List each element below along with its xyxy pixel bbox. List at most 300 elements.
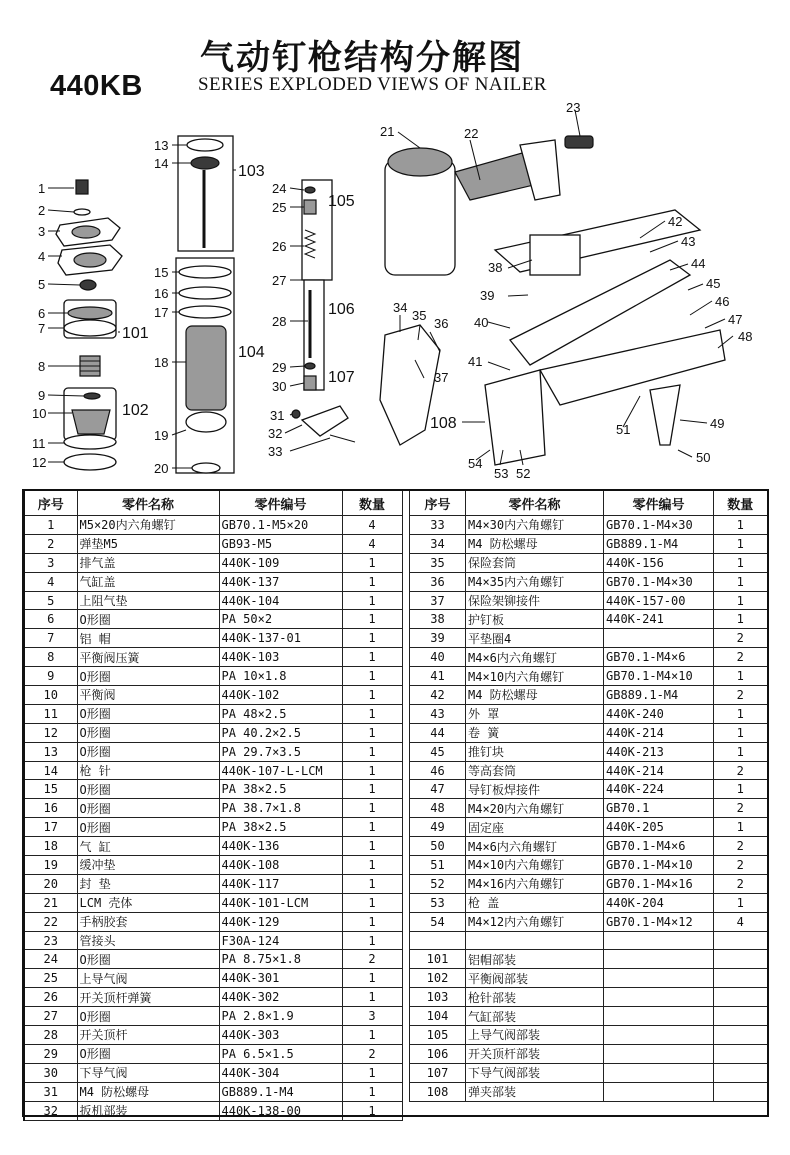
- table-row: [410, 591, 768, 610]
- quantity: 1: [714, 780, 768, 799]
- quantity: 2: [714, 686, 768, 705]
- part-code: PA 48×2.5: [219, 704, 342, 723]
- part-name: O形圈: [77, 799, 219, 818]
- part-name: 铝帽部装: [466, 950, 604, 969]
- table-row: [410, 761, 768, 780]
- row-number: 12: [24, 723, 77, 742]
- part-code: PA 38×2.5: [219, 780, 342, 799]
- quantity: [714, 1063, 768, 1082]
- row-number: 48: [410, 799, 466, 818]
- quantity: 1: [342, 931, 402, 950]
- part-code: 440K-224: [604, 780, 714, 799]
- part-code: GB70.1-M4×12: [604, 912, 714, 931]
- part-name: O形圈: [77, 667, 219, 686]
- quantity: 1: [714, 818, 768, 837]
- part-code: 440K-137-01: [219, 629, 342, 648]
- callout-2: 2: [38, 203, 46, 218]
- callout-4: 4: [38, 249, 46, 264]
- row-number: 39: [410, 629, 466, 648]
- part-code: GB70.1: [604, 799, 714, 818]
- model-number: 440KB: [50, 70, 143, 102]
- quantity: 1: [342, 893, 402, 912]
- callout-8: 8: [38, 359, 46, 374]
- column-header: 零件编号: [604, 491, 714, 516]
- callout-3: 3: [38, 224, 46, 239]
- part-name: 下导气阀部装: [466, 1063, 604, 1082]
- row-number: 22: [24, 912, 77, 931]
- callout-29: 29: [272, 360, 287, 375]
- callout-20: 20: [154, 461, 169, 476]
- part-name: O形圈: [77, 950, 219, 969]
- table-row: [24, 893, 402, 912]
- table-row: [410, 686, 768, 705]
- callout-42: 42: [668, 214, 683, 229]
- part-code: GB70.1-M4×30: [604, 516, 714, 535]
- table-row: [410, 534, 768, 553]
- table-row: [24, 950, 402, 969]
- table-row: [410, 648, 768, 667]
- part-code: GB889.1-M4: [604, 534, 714, 553]
- callout-38: 38: [488, 260, 503, 275]
- callout-39: 39: [480, 288, 495, 303]
- quantity: [714, 988, 768, 1007]
- table-row: [24, 969, 402, 988]
- table-row: [410, 931, 768, 950]
- callout-50: 50: [696, 450, 711, 465]
- quantity: 1: [342, 837, 402, 856]
- part-code: 440K-214: [604, 723, 714, 742]
- quantity: 1: [342, 723, 402, 742]
- row-number: 53: [410, 893, 466, 912]
- callout-40: 40: [474, 315, 489, 330]
- callout-46: 46: [715, 294, 730, 309]
- quantity: 1: [714, 572, 768, 591]
- quantity: 1: [714, 667, 768, 686]
- part-code: PA 6.5×1.5: [219, 1044, 342, 1063]
- column-header: 数量: [342, 491, 402, 516]
- callout-28: 28: [272, 314, 287, 329]
- part-code: [604, 969, 714, 988]
- quantity: 4: [714, 912, 768, 931]
- column-header: 零件名称: [77, 491, 219, 516]
- row-number: 28: [24, 1026, 77, 1045]
- callout-34: 34: [393, 300, 408, 315]
- callout-26: 26: [272, 239, 287, 254]
- part-name: M4 防松螺母: [466, 686, 604, 705]
- row-number: 40: [410, 648, 466, 667]
- quantity: 1: [714, 893, 768, 912]
- part-name: 枪针部装: [466, 988, 604, 1007]
- row-number: 13: [24, 742, 77, 761]
- row-number: 104: [410, 1007, 466, 1026]
- table-row: [24, 1082, 402, 1101]
- quantity: 1: [342, 969, 402, 988]
- part-name: 开关顶杆弹簧: [77, 988, 219, 1007]
- table-row: [410, 874, 768, 893]
- callout-24: 24: [272, 181, 287, 196]
- part-code: 440K-240: [604, 704, 714, 723]
- part-code: 440K-205: [604, 818, 714, 837]
- table-row: [410, 1007, 768, 1026]
- part-name: 枪 盖: [466, 893, 604, 912]
- part-name: O形圈: [77, 723, 219, 742]
- quantity: 1: [342, 1026, 402, 1045]
- table-row: [24, 742, 402, 761]
- part-code: F30A-124: [219, 931, 342, 950]
- table-row: [410, 893, 768, 912]
- part-name: O形圈: [77, 1044, 219, 1063]
- table-row: [410, 856, 768, 875]
- row-number: [410, 931, 466, 950]
- quantity: 1: [342, 667, 402, 686]
- part-code: 440K-303: [219, 1026, 342, 1045]
- part-name: M4 防松螺母: [77, 1082, 219, 1101]
- part-name: 护钉板: [466, 610, 604, 629]
- part-name: M4×30内六角螺钉: [466, 516, 604, 535]
- row-number: 8: [24, 648, 77, 667]
- callout-35: 35: [412, 308, 427, 323]
- table-row: [24, 931, 402, 950]
- part-name: 平衡阀: [77, 686, 219, 705]
- row-number: 101: [410, 950, 466, 969]
- part-code: 440K-117: [219, 874, 342, 893]
- quantity: 1: [342, 780, 402, 799]
- row-number: 33: [410, 516, 466, 535]
- part-name: 管接头: [77, 931, 219, 950]
- table-row: [24, 686, 402, 705]
- callout-52: 52: [516, 466, 531, 481]
- part-name: 封 垫: [77, 874, 219, 893]
- table-row: [410, 1082, 768, 1101]
- table-header-row: [24, 491, 402, 516]
- callout-30: 30: [272, 379, 287, 394]
- row-number: 17: [24, 818, 77, 837]
- callout-7: 7: [38, 321, 46, 336]
- quantity: 2: [342, 950, 402, 969]
- row-number: 54: [410, 912, 466, 931]
- quantity: 1: [342, 686, 402, 705]
- table-row: [410, 629, 768, 648]
- part-code: PA 50×2: [219, 610, 342, 629]
- table-row: [410, 553, 768, 572]
- part-code: PA 38×2.5: [219, 818, 342, 837]
- part-code: [604, 931, 714, 950]
- quantity: 1: [342, 742, 402, 761]
- part-code: PA 2.8×1.9: [219, 1007, 342, 1026]
- row-number: 52: [410, 874, 466, 893]
- table-row: [410, 837, 768, 856]
- part-name: O形圈: [77, 1007, 219, 1026]
- part-name: 等高套筒: [466, 761, 604, 780]
- table-row: [24, 1044, 402, 1063]
- row-number: 5: [24, 591, 77, 610]
- quantity: 1: [714, 742, 768, 761]
- part-code: GB70.1-M4×30: [604, 572, 714, 591]
- quantity: 1: [342, 704, 402, 723]
- row-number: 11: [24, 704, 77, 723]
- part-code: 440K-156: [604, 553, 714, 572]
- callout-25: 25: [272, 200, 287, 215]
- part-code: 440K-301: [219, 969, 342, 988]
- part-code: GB70.1-M4×16: [604, 874, 714, 893]
- table-row: [24, 761, 402, 780]
- row-number: 19: [24, 856, 77, 875]
- quantity: [714, 969, 768, 988]
- part-name: 开关顶杆部装: [466, 1044, 604, 1063]
- quantity: 1: [714, 723, 768, 742]
- quantity: 1: [714, 516, 768, 535]
- table-row: [24, 591, 402, 610]
- quantity: 1: [342, 856, 402, 875]
- quantity: 1: [714, 591, 768, 610]
- part-name: 保险套筒: [466, 553, 604, 572]
- row-number: 44: [410, 723, 466, 742]
- row-number: 30: [24, 1063, 77, 1082]
- quantity: [714, 950, 768, 969]
- part-code: [604, 950, 714, 969]
- part-name: 铝 帽: [77, 629, 219, 648]
- quantity: 1: [342, 1063, 402, 1082]
- table-row: [24, 912, 402, 931]
- quantity: 4: [342, 516, 402, 535]
- parts-table-right: [409, 490, 769, 1102]
- part-name: 气缸盖: [77, 572, 219, 591]
- column-header: 数量: [714, 491, 768, 516]
- row-number: 108: [410, 1082, 466, 1101]
- table-row: [24, 534, 402, 553]
- part-code: PA 40.2×2.5: [219, 723, 342, 742]
- quantity: 1: [342, 988, 402, 1007]
- quantity: 1: [714, 553, 768, 572]
- quantity: 1: [714, 610, 768, 629]
- quantity: [714, 1044, 768, 1063]
- table-row: [24, 667, 402, 686]
- part-name: 上导气阀: [77, 969, 219, 988]
- part-code: [604, 629, 714, 648]
- callout-16: 16: [154, 286, 169, 301]
- part-code: 440K-136: [219, 837, 342, 856]
- quantity: 2: [714, 761, 768, 780]
- part-code: 440K-204: [604, 893, 714, 912]
- part-name: M4×20内六角螺钉: [466, 799, 604, 818]
- part-name: M4×35内六角螺钉: [466, 572, 604, 591]
- table-row: [24, 516, 402, 535]
- group-106: 106: [328, 301, 355, 318]
- quantity: [714, 1026, 768, 1045]
- table-row: [410, 818, 768, 837]
- callout-21: 21: [380, 124, 395, 139]
- row-number: 15: [24, 780, 77, 799]
- callout-11: 11: [32, 436, 46, 451]
- part-name: 导钉板焊接件: [466, 780, 604, 799]
- row-number: 107: [410, 1063, 466, 1082]
- part-name: O形圈: [77, 704, 219, 723]
- part-code: 440K-102: [219, 686, 342, 705]
- part-name: 外 罩: [466, 704, 604, 723]
- part-name: 上导气阀部装: [466, 1026, 604, 1045]
- callout-12: 12: [32, 455, 47, 470]
- part-code: 440K-241: [604, 610, 714, 629]
- table-row: [24, 856, 402, 875]
- quantity: 1: [342, 572, 402, 591]
- part-code: 440K-304: [219, 1063, 342, 1082]
- callout-36: 36: [434, 316, 449, 331]
- row-number: 106: [410, 1044, 466, 1063]
- group-103: 103: [238, 163, 265, 180]
- table-row: [24, 723, 402, 742]
- quantity: 2: [714, 799, 768, 818]
- group-105: 105: [328, 193, 355, 210]
- part-name: 气 缸: [77, 837, 219, 856]
- quantity: 1: [342, 874, 402, 893]
- callout-44: 44: [691, 256, 706, 271]
- row-number: 25: [24, 969, 77, 988]
- part-code: GB70.1-M4×6: [604, 648, 714, 667]
- quantity: 1: [342, 761, 402, 780]
- quantity: 2: [714, 629, 768, 648]
- callout-51: 51: [616, 422, 631, 437]
- cylinder-stack-drawing: [176, 136, 234, 473]
- table-header-row: [410, 491, 768, 516]
- callout-6: 6: [38, 306, 46, 321]
- part-name: 扳机部装: [77, 1101, 219, 1120]
- table-row: [410, 704, 768, 723]
- part-code: [604, 1007, 714, 1026]
- quantity: 4: [342, 534, 402, 553]
- quantity: 1: [342, 1082, 402, 1101]
- table-row: [410, 572, 768, 591]
- row-number: 35: [410, 553, 466, 572]
- callout-48: 48: [738, 329, 753, 344]
- callout-14: 14: [154, 156, 169, 171]
- row-number: 20: [24, 874, 77, 893]
- quantity: 1: [714, 704, 768, 723]
- row-number: 14: [24, 761, 77, 780]
- quantity: [714, 931, 768, 950]
- part-code: [604, 1044, 714, 1063]
- part-name: 平垫圈4: [466, 629, 604, 648]
- callout-1: 1: [38, 181, 46, 196]
- row-number: 38: [410, 610, 466, 629]
- table-row: [410, 950, 768, 969]
- callout-19: 19: [154, 428, 169, 443]
- group-108: 108: [430, 415, 457, 432]
- table-row: [24, 648, 402, 667]
- row-number: 31: [24, 1082, 77, 1101]
- part-name: 弹夹部装: [466, 1082, 604, 1101]
- part-name: M4×12内六角螺钉: [466, 912, 604, 931]
- page-title: 气动钉枪结构分解图: [200, 38, 524, 78]
- part-code: GB70.1-M5×20: [219, 516, 342, 535]
- row-number: 7: [24, 629, 77, 648]
- table-row: [24, 837, 402, 856]
- callout-5: 5: [38, 277, 46, 292]
- part-code: PA 29.7×3.5: [219, 742, 342, 761]
- row-number: 21: [24, 893, 77, 912]
- table-row: [410, 799, 768, 818]
- row-number: 50: [410, 837, 466, 856]
- table-row: [410, 742, 768, 761]
- table-row: [24, 874, 402, 893]
- table-row: [410, 1063, 768, 1082]
- parts-table-left: [23, 490, 403, 1121]
- quantity: 1: [342, 799, 402, 818]
- part-code: 440K-137: [219, 572, 342, 591]
- table-row: [410, 1044, 768, 1063]
- callout-32: 32: [268, 426, 283, 441]
- callout-37: 37: [434, 370, 449, 385]
- row-number: 1: [24, 516, 77, 535]
- table-row: [410, 912, 768, 931]
- part-name: LCM 壳体: [77, 893, 219, 912]
- part-code: 440K-103: [219, 648, 342, 667]
- part-name: M4×6内六角螺钉: [466, 837, 604, 856]
- part-name: M4×16内六角螺钉: [466, 874, 604, 893]
- row-number: 2: [24, 534, 77, 553]
- part-name: O形圈: [77, 742, 219, 761]
- table-row: [24, 704, 402, 723]
- table-row: [410, 723, 768, 742]
- part-code: 440K-213: [604, 742, 714, 761]
- table-row: [24, 780, 402, 799]
- part-name: M4×6内六角螺钉: [466, 648, 604, 667]
- table-row: [24, 572, 402, 591]
- table-row: [410, 610, 768, 629]
- table-row: [410, 1026, 768, 1045]
- part-code: 440K-104: [219, 591, 342, 610]
- callout-17: 17: [154, 305, 169, 320]
- part-code: 440K-109: [219, 553, 342, 572]
- part-code: GB889.1-M4: [604, 686, 714, 705]
- callout-31: 31: [270, 408, 285, 423]
- row-number: 45: [410, 742, 466, 761]
- group-104: 104: [238, 344, 265, 361]
- part-name: 枪 针: [77, 761, 219, 780]
- part-code: PA 10×1.8: [219, 667, 342, 686]
- part-code: [604, 1026, 714, 1045]
- quantity: 3: [342, 1007, 402, 1026]
- group-101: 101: [122, 325, 149, 342]
- part-code: 440K-302: [219, 988, 342, 1007]
- table-row: [410, 516, 768, 535]
- row-number: 24: [24, 950, 77, 969]
- part-code: GB70.1-M4×10: [604, 667, 714, 686]
- quantity: 2: [714, 874, 768, 893]
- part-name: O形圈: [77, 818, 219, 837]
- row-number: 26: [24, 988, 77, 1007]
- table-row: [410, 988, 768, 1007]
- part-code: 440K-108: [219, 856, 342, 875]
- group-102: 102: [122, 402, 149, 419]
- table-row: [24, 799, 402, 818]
- row-number: 3: [24, 553, 77, 572]
- part-name: M4×10内六角螺钉: [466, 856, 604, 875]
- page-subtitle: SERIES EXPLODED VIEWS OF NAILER: [198, 74, 547, 95]
- part-name: 缓冲垫: [77, 856, 219, 875]
- part-code: GB70.1-M4×10: [604, 856, 714, 875]
- table-row: [24, 610, 402, 629]
- quantity: 1: [342, 629, 402, 648]
- quantity: 2: [714, 856, 768, 875]
- callout-41: 41: [468, 354, 483, 369]
- callout-13: 13: [154, 138, 169, 153]
- table-row: [410, 969, 768, 988]
- quantity: 1: [342, 912, 402, 931]
- quantity: 1: [342, 610, 402, 629]
- exploded-view-diagram: [0, 100, 790, 485]
- part-code: GB889.1-M4: [219, 1082, 342, 1101]
- quantity: 1: [342, 648, 402, 667]
